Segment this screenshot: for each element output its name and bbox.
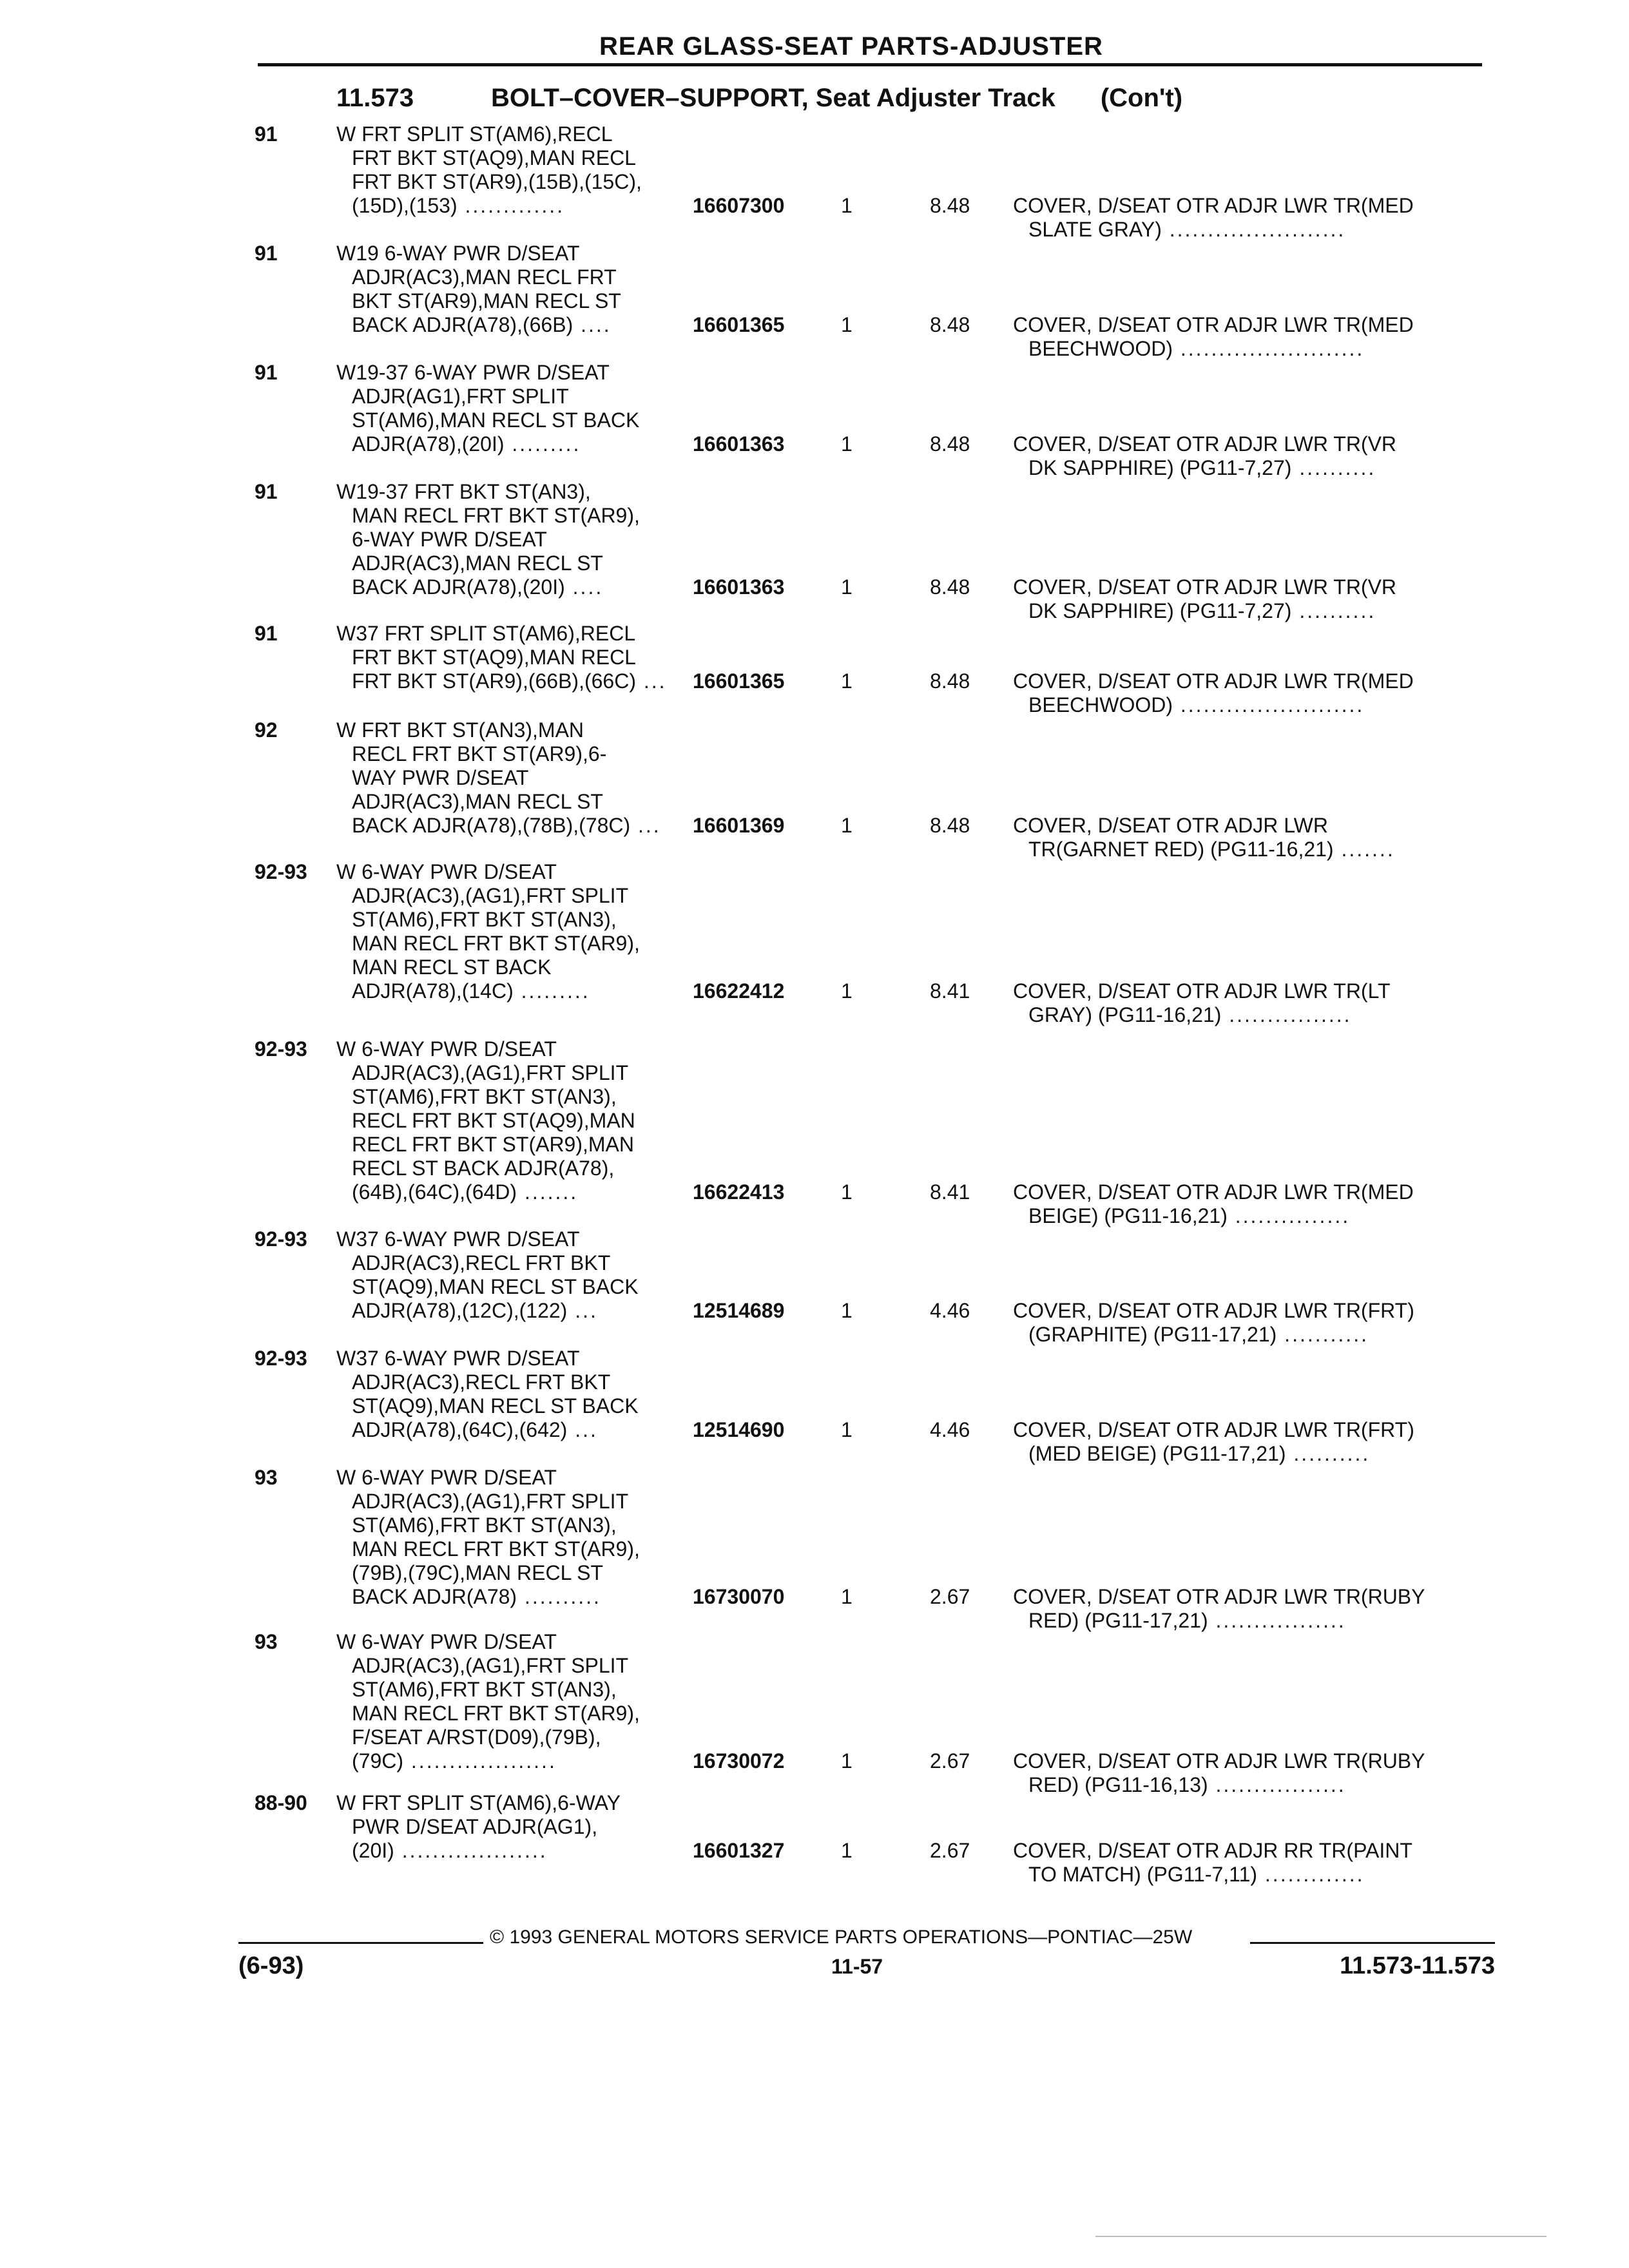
part-name-line: BEECHWOOD) ........................	[1028, 693, 1365, 716]
part-name-line: BEIGE) (PG11-16,21) ...............	[1028, 1204, 1351, 1227]
leader-dots: .............	[1257, 1863, 1365, 1886]
price: 8.48	[930, 313, 970, 336]
usage-line: FRT BKT ST(AR9),(15B),(15C),	[352, 170, 642, 193]
usage-line: 6-WAY PWR D/SEAT	[352, 528, 547, 551]
quantity: 1	[841, 575, 853, 599]
part-name-line: COVER, D/SEAT OTR ADJR LWR TR(FRT)	[1013, 1418, 1414, 1441]
model-year: 91	[255, 622, 278, 645]
leader-dots: ................	[1221, 1003, 1352, 1026]
model-year: 91	[255, 122, 278, 146]
usage-line: ST(AQ9),MAN RECL ST BACK	[352, 1275, 639, 1298]
footer-date: (6-93)	[238, 1952, 304, 1979]
usage-description	[336, 622, 684, 693]
usage-line: W19-37 6-WAY PWR D/SEAT	[336, 361, 610, 384]
usage-line: W19 6-WAY PWR D/SEAT	[336, 242, 580, 265]
usage-line: RECL FRT BKT ST(AR9),6-	[352, 742, 607, 765]
part-number: 16607300	[693, 194, 785, 217]
part-name	[1013, 432, 1477, 480]
part-name-line: RED) (PG11-16,13) .................	[1028, 1773, 1346, 1796]
usage-line: W37 6-WAY PWR D/SEAT	[336, 1347, 580, 1370]
part-name-line: COVER, D/SEAT OTR ADJR LWR TR(MED	[1013, 1180, 1414, 1204]
leader-dots: .......................	[1161, 218, 1346, 241]
usage-line: ADJR(AG1),FRT SPLIT	[352, 385, 569, 408]
part-name-line: COVER, D/SEAT OTR ADJR RR TR(PAINT	[1013, 1839, 1412, 1862]
part-name-line: COVER, D/SEAT OTR ADJR LWR TR(FRT)	[1013, 1299, 1414, 1322]
usage-line: ADJR(A78),(12C),(122) ...	[352, 1299, 598, 1322]
part-name-line: COVER, D/SEAT OTR ADJR LWR	[1013, 814, 1328, 837]
usage-line: ST(AM6),FRT BKT ST(AN3),	[352, 1085, 617, 1108]
part-name-line: GRAY) (PG11-16,21) ................	[1028, 1003, 1352, 1026]
usage-line: W37 FRT SPLIT ST(AM6),RECL	[336, 622, 636, 645]
price: 8.48	[930, 194, 970, 217]
leader-dots: ...	[635, 669, 667, 693]
leader-dots: ..........	[1291, 456, 1376, 479]
section-continued: (Con't)	[1100, 84, 1183, 112]
usage-line: FRT BKT ST(AR9),(66B),(66C) ...	[352, 669, 667, 693]
part-name	[1013, 575, 1477, 623]
usage-line: ST(AM6),FRT BKT ST(AN3),	[352, 908, 617, 931]
leader-dots: .......	[517, 1180, 579, 1204]
price: 8.48	[930, 575, 970, 599]
part-name-line: COVER, D/SEAT OTR ADJR LWR TR(RUBY	[1013, 1585, 1425, 1608]
footer-page-number: 11-57	[831, 1955, 883, 1978]
footer-rule-right	[1250, 1942, 1495, 1944]
leader-dots: .........	[504, 432, 581, 456]
usage-line: W 6-WAY PWR D/SEAT	[336, 1630, 557, 1653]
quantity: 1	[841, 814, 853, 837]
part-name-line: TO MATCH) (PG11-7,11) .............	[1028, 1863, 1365, 1886]
usage-line: (79C) ...................	[352, 1749, 557, 1773]
leader-dots: ....	[573, 313, 612, 336]
footer-rule-left	[238, 1942, 483, 1944]
usage-line: ADJR(AC3),MAN RECL ST	[352, 790, 603, 813]
usage-line: ADJR(AC3),MAN RECL FRT	[352, 265, 617, 289]
usage-line: BACK ADJR(A78) ..........	[352, 1585, 601, 1608]
quantity: 1	[841, 432, 853, 456]
leader-dots: ...	[567, 1418, 598, 1441]
part-name	[1013, 1749, 1477, 1797]
part-name	[1013, 669, 1477, 717]
usage-description	[336, 480, 684, 599]
usage-line: RECL FRT BKT ST(AR9),MAN	[352, 1133, 634, 1156]
section-title: BOLT–COVER–SUPPORT, Seat Adjuster Track	[491, 84, 1055, 112]
price: 2.67	[930, 1839, 970, 1862]
header-title: REAR GLASS-SEAT PARTS-ADJUSTER	[599, 32, 1103, 61]
leader-dots: ...	[630, 814, 661, 837]
usage-line: ADJR(AC3),RECL FRT BKT	[352, 1370, 611, 1394]
usage-description	[336, 1037, 684, 1204]
usage-line: (20I) ...................	[352, 1839, 548, 1862]
part-name	[1013, 814, 1477, 861]
model-year: 93	[255, 1466, 278, 1489]
price: 8.48	[930, 814, 970, 837]
part-name-line: BEECHWOOD) ........................	[1028, 337, 1365, 360]
usage-line: ST(AM6),FRT BKT ST(AN3),	[352, 1514, 617, 1537]
usage-line: W37 6-WAY PWR D/SEAT	[336, 1227, 580, 1251]
usage-description	[336, 242, 684, 337]
price: 8.48	[930, 669, 970, 693]
usage-line: FRT BKT ST(AQ9),MAN RECL	[352, 146, 636, 169]
part-name-line: COVER, D/SEAT OTR ADJR LWR TR(VR	[1013, 575, 1397, 599]
part-name-line: DK SAPPHIRE) (PG11-7,27) ..........	[1028, 599, 1376, 622]
part-number: 16730070	[693, 1585, 785, 1608]
model-year: 91	[255, 361, 278, 384]
page-footer	[238, 1927, 1495, 2004]
model-year: 91	[255, 480, 278, 503]
part-name-line: TR(GARNET RED) (PG11-16,21) .......	[1028, 838, 1395, 861]
quantity: 1	[841, 194, 853, 217]
leader-dots: ....	[564, 575, 604, 599]
usage-description	[336, 1630, 684, 1773]
usage-line: ST(AQ9),MAN RECL ST BACK	[352, 1394, 639, 1418]
usage-line: PWR D/SEAT ADJR(AG1),	[352, 1815, 598, 1838]
scan-mark	[1095, 2236, 1547, 2237]
part-number: 16601363	[693, 575, 785, 599]
leader-dots: .................	[1208, 1773, 1346, 1796]
model-year: 88-90	[255, 1791, 307, 1814]
usage-description	[336, 1791, 684, 1863]
usage-line: BACK ADJR(A78),(66B) ....	[352, 313, 612, 336]
usage-line: MAN RECL FRT BKT ST(AR9),	[352, 1537, 640, 1561]
part-name-line: COVER, D/SEAT OTR ADJR LWR TR(MED	[1013, 313, 1414, 336]
quantity: 1	[841, 669, 853, 693]
leader-dots: .......	[1333, 838, 1395, 861]
leader-dots: ...	[567, 1299, 598, 1322]
usage-line: (79B),(79C),MAN RECL ST	[352, 1561, 603, 1584]
usage-line: ADJR(AC3),RECL FRT BKT	[352, 1251, 611, 1274]
part-number: 16601369	[693, 814, 785, 837]
part-name-line: COVER, D/SEAT OTR ADJR LWR TR(VR	[1013, 432, 1397, 456]
part-number: 16601327	[693, 1839, 785, 1862]
usage-line: MAN RECL FRT BKT ST(AR9),	[352, 932, 640, 955]
quantity: 1	[841, 1839, 853, 1862]
usage-description	[336, 860, 684, 1003]
part-name-line: DK SAPPHIRE) (PG11-7,27) ..........	[1028, 456, 1376, 479]
part-name	[1013, 194, 1477, 242]
usage-line: ADJR(A78),(14C) .........	[352, 979, 590, 1003]
part-name	[1013, 1180, 1477, 1228]
leader-dots: ..........	[1291, 599, 1376, 622]
model-year: 92	[255, 718, 278, 742]
usage-line: ADJR(A78),(20I) .........	[352, 432, 581, 456]
part-name-line: COVER, D/SEAT OTR ADJR LWR TR(MED	[1013, 669, 1414, 693]
part-name-line: RED) (PG11-17,21) .................	[1028, 1609, 1346, 1632]
quantity: 1	[841, 1749, 853, 1773]
usage-line: F/SEAT A/RST(D09),(79B),	[352, 1725, 601, 1749]
price: 4.46	[930, 1299, 970, 1322]
usage-line: RECL FRT BKT ST(AQ9),MAN	[352, 1109, 635, 1132]
usage-description	[336, 718, 684, 838]
usage-line: RECL ST BACK ADJR(A78),	[352, 1157, 615, 1180]
part-name	[1013, 1839, 1477, 1887]
part-name	[1013, 1585, 1477, 1633]
leader-dots: .............	[457, 194, 565, 217]
part-name-line: (MED BEIGE) (PG11-17,21) ..........	[1028, 1442, 1371, 1465]
model-year: 91	[255, 242, 278, 265]
part-name	[1013, 979, 1477, 1027]
usage-line: W19-37 FRT BKT ST(AN3),	[336, 480, 591, 503]
part-number: 12514690	[693, 1418, 785, 1441]
usage-description	[336, 1347, 684, 1442]
usage-line: (15D),(153) .............	[352, 194, 565, 217]
usage-line: WAY PWR D/SEAT	[352, 766, 529, 789]
usage-description	[336, 361, 684, 456]
leader-dots: ...............	[1227, 1204, 1351, 1227]
quantity: 1	[841, 1299, 853, 1322]
price: 8.41	[930, 1180, 970, 1204]
leader-dots: .................	[1208, 1609, 1346, 1632]
price: 2.67	[930, 1749, 970, 1773]
quantity: 1	[841, 1585, 853, 1608]
footer-section-range: 11.573-11.573	[1340, 1952, 1495, 1979]
usage-line: W 6-WAY PWR D/SEAT	[336, 860, 557, 883]
usage-line: (64B),(64C),(64D) .......	[352, 1180, 579, 1204]
part-name	[1013, 313, 1477, 361]
leader-dots: ........................	[1173, 693, 1365, 716]
model-year: 92-93	[255, 860, 307, 883]
leader-dots: ...................	[403, 1749, 557, 1773]
part-name-line: COVER, D/SEAT OTR ADJR LWR TR(MED	[1013, 194, 1414, 217]
usage-line: BACK ADJR(A78),(78B),(78C) ...	[352, 814, 661, 837]
part-number: 16601365	[693, 313, 785, 336]
usage-line: MAN RECL FRT BKT ST(AR9),	[352, 1702, 640, 1725]
leader-dots: .........	[513, 979, 590, 1003]
model-year: 92-93	[255, 1347, 307, 1370]
part-name-line: COVER, D/SEAT OTR ADJR LWR TR(LT	[1013, 979, 1391, 1003]
part-name	[1013, 1299, 1477, 1347]
quantity: 1	[841, 1418, 853, 1441]
price: 2.67	[930, 1585, 970, 1608]
part-number: 16622413	[693, 1180, 785, 1204]
usage-line: ADJR(AC3),(AG1),FRT SPLIT	[352, 1490, 629, 1513]
usage-line: MAN RECL FRT BKT ST(AR9),	[352, 504, 640, 527]
part-name-line: (GRAPHITE) (PG11-17,21) ...........	[1028, 1323, 1369, 1346]
usage-line: FRT BKT ST(AQ9),MAN RECL	[352, 646, 636, 669]
part-number: 16601365	[693, 669, 785, 693]
usage-line: ADJR(AC3),(AG1),FRT SPLIT	[352, 1061, 629, 1084]
usage-description	[336, 1227, 684, 1323]
part-name-line: SLATE GRAY) .......................	[1028, 218, 1346, 241]
section-number: 11.573	[336, 84, 414, 112]
part-number: 16601363	[693, 432, 785, 456]
usage-line: W FRT SPLIT ST(AM6),6-WAY	[336, 1791, 621, 1814]
footer-copyright: © 1993 GENERAL MOTORS SERVICE PARTS OPERATIONS—PONTIAC—25W	[490, 1927, 1193, 1948]
leader-dots: ..........	[517, 1585, 601, 1608]
part-number: 16622412	[693, 979, 785, 1003]
leader-dots: ...................	[394, 1839, 548, 1862]
price: 8.41	[930, 979, 970, 1003]
usage-line: ADJR(A78),(64C),(642) ...	[352, 1418, 598, 1441]
leader-dots: ........................	[1173, 337, 1365, 360]
price: 8.48	[930, 432, 970, 456]
model-year: 93	[255, 1630, 278, 1653]
usage-line: ST(AM6),FRT BKT ST(AN3),	[352, 1678, 617, 1701]
usage-line: ADJR(AC3),MAN RECL ST	[352, 552, 603, 575]
usage-line: ADJR(AC3),(AG1),FRT SPLIT	[352, 884, 629, 907]
usage-line: MAN RECL ST BACK	[352, 956, 552, 979]
usage-line: W FRT SPLIT ST(AM6),RECL	[336, 122, 613, 146]
usage-description	[336, 1466, 684, 1609]
usage-description	[336, 122, 684, 218]
usage-line: BACK ADJR(A78),(20I) ....	[352, 575, 604, 599]
leader-dots: ..........	[1286, 1442, 1371, 1465]
usage-line: BKT ST(AR9),MAN RECL ST	[352, 289, 621, 312]
header-rule	[258, 63, 1482, 66]
usage-line: W 6-WAY PWR D/SEAT	[336, 1037, 557, 1061]
model-year: 92-93	[255, 1037, 307, 1061]
part-number: 12514689	[693, 1299, 785, 1322]
leader-dots: ...........	[1277, 1323, 1369, 1346]
usage-line: ADJR(AC3),(AG1),FRT SPLIT	[352, 1654, 629, 1677]
part-name-line: COVER, D/SEAT OTR ADJR LWR TR(RUBY	[1013, 1749, 1425, 1773]
model-year: 92-93	[255, 1227, 307, 1251]
section-heading	[336, 84, 1182, 113]
usage-line: W 6-WAY PWR D/SEAT	[336, 1466, 557, 1489]
quantity: 1	[841, 979, 853, 1003]
quantity: 1	[841, 1180, 853, 1204]
usage-line: ST(AM6),MAN RECL ST BACK	[352, 408, 640, 432]
part-name	[1013, 1418, 1477, 1466]
quantity: 1	[841, 313, 853, 336]
price: 4.46	[930, 1418, 970, 1441]
part-number: 16730072	[693, 1749, 785, 1773]
usage-line: W FRT BKT ST(AN3),MAN	[336, 718, 584, 742]
